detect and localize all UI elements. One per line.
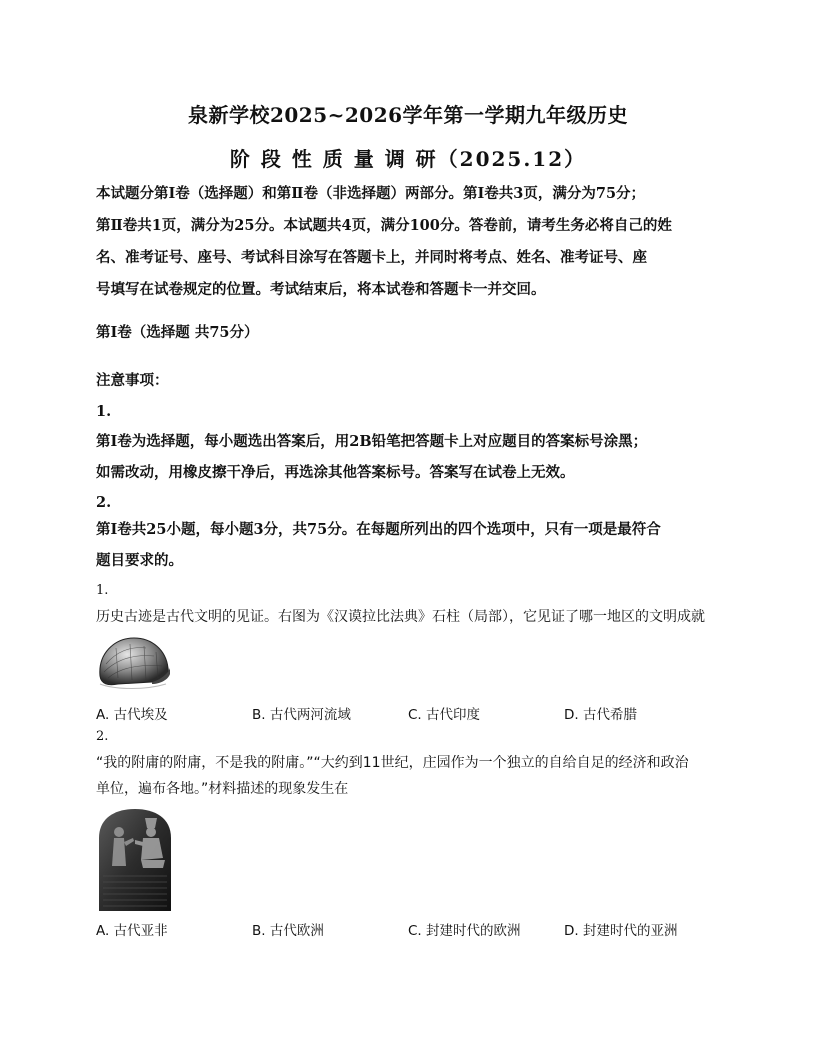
option-c: C. 封建时代的欧洲	[408, 923, 521, 939]
option-a: A. 古代埃及	[96, 707, 168, 723]
note-number: 2.	[96, 494, 112, 511]
question-text: “我的附庸的附庸，不是我的附庸。”“大约到11世纪，庄园作为一个独立的自给自足的经济和政治 单位，遍布各地。”材料描述的现象发生在	[96, 755, 689, 797]
option-c: C. 古代印度	[408, 707, 481, 723]
exam-instructions: 本试题分第Ⅰ卷（选择题）和第Ⅱ卷（非选择题）两部分。第Ⅰ卷共3页，满分为75分； 第Ⅱ卷共1页，满分为25分。本试题共4页，满分100分。答卷前，请考生务必将自己的姓 名、准考证号、座号、考试科目涂写在答题卡上，并同时将考点、姓名、准考证号、座 号填写在试卷规定的位置。考试结束后，将本试卷和答题卡一并交回。	[96, 185, 672, 298]
note-text: 第Ⅰ卷共25小题，每小题3分，共75分。在每题所列出的四个选项中，只有一项是最符合 题目要求的。	[96, 521, 661, 569]
exam-title: 泉新学校2025~2026学年第一学期九年级历史	[187, 103, 629, 127]
notes-heading: 注意事项：	[96, 372, 169, 389]
exam-subtitle: 阶 段 性 质 量 调 研（2025.12）	[229, 147, 587, 171]
hammurabi-stele-image	[97, 808, 173, 911]
option-b: B. 古代两河流域	[252, 707, 351, 723]
option-d: D. 封建时代的亚洲	[564, 923, 678, 939]
stone-relic-image	[96, 634, 172, 692]
question-text: 历史古迹是古代文明的见证。右图为《汉谟拉比法典》石柱（局部），它见证了哪一地区的文明成就	[96, 609, 705, 625]
question-number: 2.	[96, 729, 109, 744]
option-a: A. 古代亚非	[96, 923, 168, 939]
option-b: B. 古代欧洲	[252, 923, 324, 939]
note-text: 第Ⅰ卷为选择题，每小题选出答案后，用2B铅笔把答题卡上对应题目的答案标号涂黑； 如需改动，用橡皮擦干净后，再选涂其他答案标号。答案写在试卷上无效。	[96, 433, 648, 481]
option-d: D. 古代希腊	[564, 707, 637, 723]
question-number: 1.	[96, 583, 109, 598]
section-heading: 第Ⅰ卷（选择题 共75分）	[96, 324, 259, 341]
note-number: 1.	[96, 403, 112, 420]
